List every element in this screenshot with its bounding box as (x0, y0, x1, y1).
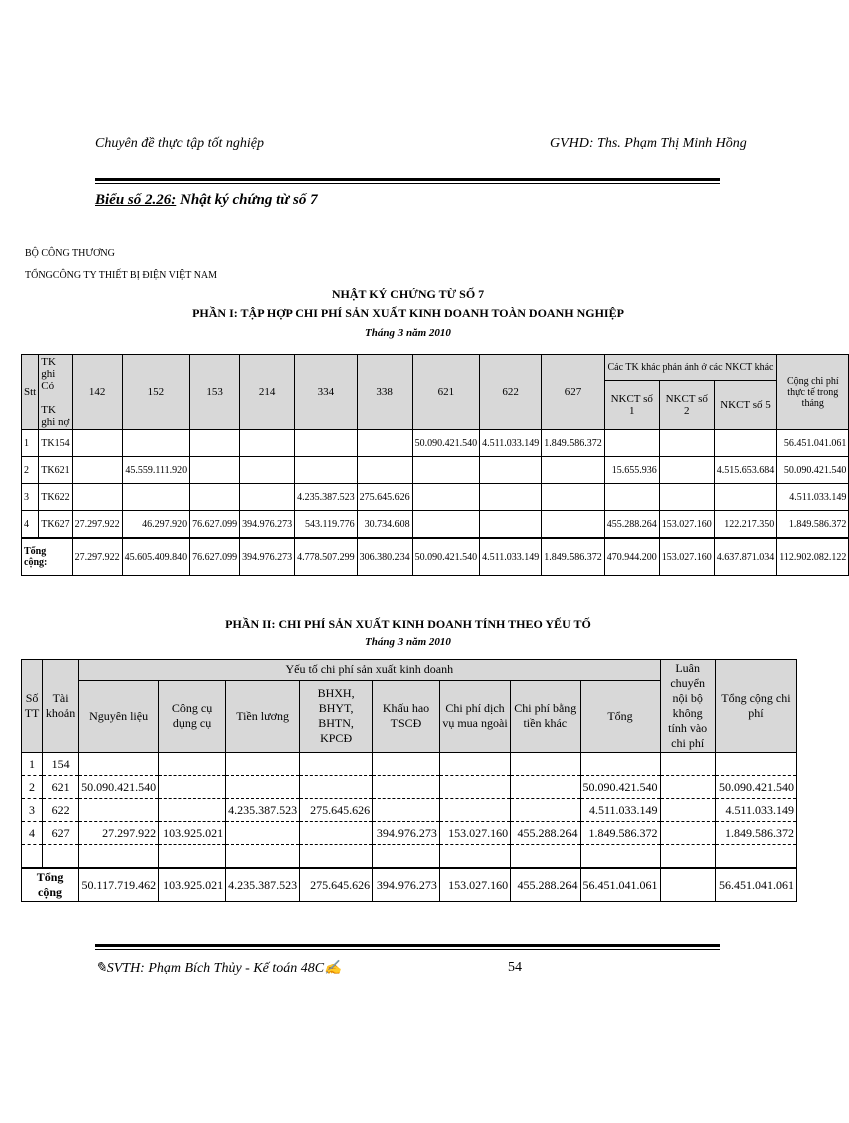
col2-element: Nguyên liệu (79, 680, 159, 752)
table-cell (72, 430, 122, 457)
part1-month: Tháng 3 năm 2010 (365, 327, 451, 339)
table-cell (43, 845, 79, 869)
footer-rule-thin (95, 949, 720, 950)
table-cell: 622 (43, 799, 79, 822)
total-cell (660, 868, 715, 902)
total-cell: 455.288.264 (511, 868, 580, 902)
col-tk-co: TK ghi Có (41, 356, 56, 392)
page-number: 54 (508, 960, 522, 975)
table-cell: 76.627.099 (190, 511, 240, 539)
table-cell (412, 484, 480, 511)
table-cell: 2 (22, 457, 39, 484)
table-cell (439, 753, 510, 776)
table-cell: 56.451.041.061 (777, 430, 849, 457)
col-621: 621 (412, 355, 480, 430)
table-cell (240, 430, 295, 457)
table-cell (159, 799, 226, 822)
total-cell: 4.235.387.523 (226, 868, 300, 902)
table-cell (226, 776, 300, 799)
table-cell: 1 (22, 753, 43, 776)
table-cell (159, 776, 226, 799)
table-cell: 543.119.776 (295, 511, 358, 539)
table-cell: 153.027.160 (439, 822, 510, 845)
table-cell (190, 457, 240, 484)
table-cell: 4.511.033.149 (777, 484, 849, 511)
table-cell (79, 845, 159, 869)
table-cell (122, 484, 190, 511)
header-right: GVHD: Ths. Phạm Thị Minh Hồng (550, 136, 747, 151)
table-cell (190, 430, 240, 457)
table-cell (226, 822, 300, 845)
total-cell: 153.027.160 (659, 538, 714, 576)
table-cell: 3 (22, 799, 43, 822)
table-cell (373, 776, 440, 799)
table-cell: 4 (22, 822, 43, 845)
table-cell (373, 845, 440, 869)
table-cell (412, 457, 480, 484)
table-cell: 275.645.626 (300, 799, 373, 822)
table-cell (300, 822, 373, 845)
table-cell: 46.297.920 (122, 511, 190, 539)
total-cell: 470.944.200 (604, 538, 659, 576)
total-row (22, 868, 797, 902)
table-cell: 1.849.586.372 (542, 430, 605, 457)
col-338: 338 (357, 355, 412, 430)
table-row (22, 484, 849, 511)
col-other-nkct: Các TK khác phản ánh ở các NKCT khác (604, 355, 777, 381)
col-142: 142 (72, 355, 122, 430)
table-cell (122, 430, 190, 457)
table-cell: 50.090.421.540 (715, 776, 796, 799)
table-cell (542, 457, 605, 484)
col2-element: Công cụ dụng cụ (159, 680, 226, 752)
table-cell: TK621 (39, 457, 72, 484)
col2-element: Chi phí dịch vụ mua ngoài (439, 680, 510, 752)
header-rule (95, 178, 720, 181)
col-622: 622 (480, 355, 542, 430)
table-cell: 627 (43, 822, 79, 845)
total-cell: 103.925.021 (159, 868, 226, 902)
table-cell (659, 457, 714, 484)
table-cell (659, 484, 714, 511)
table-row (22, 776, 797, 799)
table-row (22, 799, 797, 822)
table-cell: 275.645.626 (357, 484, 412, 511)
table-cell (79, 753, 159, 776)
total-cell: 275.645.626 (300, 868, 373, 902)
table-cell (511, 799, 580, 822)
table-cell: 4.511.033.149 (480, 430, 542, 457)
table-cell: 455.288.264 (604, 511, 659, 539)
table-cell: TK154 (39, 430, 72, 457)
col-153: 153 (190, 355, 240, 430)
col2-element: Chi phí bằng tiền khác (511, 680, 580, 752)
table-cell: 4.511.033.149 (580, 799, 660, 822)
total-cell: 27.297.922 (72, 538, 122, 576)
col2-internal-transfer: Luân chuyển nội bộ không tính vào chi phí (660, 660, 715, 753)
table-cell (660, 845, 715, 869)
table-cell (714, 484, 777, 511)
table-cell: TK622 (39, 484, 72, 511)
col2-element: Khấu hao TSCĐ (373, 680, 440, 752)
table-cell (295, 430, 358, 457)
table-cell (542, 484, 605, 511)
table-cell (295, 457, 358, 484)
journal-table-part2 (21, 659, 797, 902)
table-cell: 154 (43, 753, 79, 776)
table-cell (714, 430, 777, 457)
table-row (22, 845, 797, 869)
table-cell (604, 484, 659, 511)
table-cell (72, 457, 122, 484)
footer-rule (95, 944, 720, 947)
col-tk (39, 355, 72, 430)
total-cell: 306.380.234 (357, 538, 412, 576)
total-cell: 56.451.041.061 (715, 868, 796, 902)
table-cell (226, 753, 300, 776)
col-nkct5: NKCT số 5 (714, 380, 777, 429)
header-left: Chuyên đề thực tập tốt nghiệp (95, 136, 264, 151)
total-cell: 1.849.586.372 (542, 538, 605, 576)
table-cell (511, 776, 580, 799)
col2-element: Tiền lương (226, 680, 300, 752)
table-cell (72, 484, 122, 511)
table-cell (659, 430, 714, 457)
table-cell (660, 776, 715, 799)
table-cell (511, 845, 580, 869)
table-row (22, 822, 797, 845)
table-cell (580, 845, 660, 869)
table-cell (300, 753, 373, 776)
table-cell (159, 753, 226, 776)
table-cell: 4 (22, 511, 39, 539)
total-cell: 45.605.409.840 (122, 538, 190, 576)
col-334: 334 (295, 355, 358, 430)
table-cell (357, 430, 412, 457)
table-cell (22, 845, 43, 869)
footer-student: ✎SVTH: Phạm Bích Thủy - Kế toán 48C✍ (95, 961, 342, 976)
org-ministry: BỘ CÔNG THƯƠNG (25, 248, 115, 259)
part1-title: PHẦN I: TẬP HỢP CHI PHÍ SẢN XUẤT KINH DOANH TOÀN DOANH NGHIỆP (192, 306, 624, 320)
table-cell (373, 753, 440, 776)
table-cell (439, 776, 510, 799)
total-cell: 112.902.082.122 (777, 538, 849, 576)
table-cell (660, 799, 715, 822)
header-rule-thin (95, 183, 720, 184)
table-cell (357, 457, 412, 484)
table-cell: 50.090.421.540 (412, 430, 480, 457)
table-cell (240, 484, 295, 511)
col-nkct1: NKCT số 1 (604, 380, 659, 429)
total-cell: 394.976.273 (240, 538, 295, 576)
table-cell (480, 457, 542, 484)
org-company: TỔNGCÔNG TY THIẾT BỊ ĐIỆN VIỆT NAM (25, 270, 218, 281)
total-label: Tổng cộng (22, 868, 79, 902)
table-cell (300, 845, 373, 869)
col-152: 152 (122, 355, 190, 430)
table-cell: 4.235.387.523 (295, 484, 358, 511)
col-actual-cost: Cộng chi phí thực tế trong tháng (777, 355, 849, 430)
figure-title (95, 192, 318, 209)
table-row (22, 753, 797, 776)
table-cell (159, 845, 226, 869)
table-cell (660, 753, 715, 776)
table-cell: 27.297.922 (79, 822, 159, 845)
figure-name: Nhật ký chứng từ số 7 (176, 192, 318, 208)
table-cell: 122.217.350 (714, 511, 777, 539)
table-cell: 2 (22, 776, 43, 799)
table-cell: 1.849.586.372 (715, 822, 796, 845)
table-cell (412, 511, 480, 539)
total-label: Tổng cộng: (22, 538, 73, 576)
table-cell: 394.976.273 (240, 511, 295, 539)
total-cell: 4.778.507.299 (295, 538, 358, 576)
table-cell: 4.235.387.523 (226, 799, 300, 822)
table-cell: 50.090.421.540 (79, 776, 159, 799)
table-cell (542, 511, 605, 539)
journal-table-part1 (21, 354, 849, 576)
table-cell (79, 799, 159, 822)
table-cell: 394.976.273 (373, 822, 440, 845)
table-cell (715, 845, 796, 869)
table-cell: 50.090.421.540 (777, 457, 849, 484)
table-row (22, 457, 849, 484)
table-row (22, 430, 849, 457)
col2-account: Tài khoản (43, 660, 79, 753)
table-cell (439, 845, 510, 869)
col-627: 627 (542, 355, 605, 430)
table-cell (480, 484, 542, 511)
table-cell: 3 (22, 484, 39, 511)
table-cell: 50.090.421.540 (580, 776, 660, 799)
figure-label: Biểu số 2.26: (95, 192, 177, 208)
doc-title: NHẬT KÝ CHỨNG TỪ SỐ 7 (331, 287, 485, 301)
table-cell: 45.559.111.920 (122, 457, 190, 484)
table-cell (226, 845, 300, 869)
total-row (22, 538, 849, 576)
table-cell: 4.511.033.149 (715, 799, 796, 822)
table-cell (373, 799, 440, 822)
table-cell (604, 430, 659, 457)
table-cell: 621 (43, 776, 79, 799)
table-cell: 1 (22, 430, 39, 457)
total-cell: 50.090.421.540 (412, 538, 480, 576)
table-cell (190, 484, 240, 511)
table-cell: 27.297.922 (72, 511, 122, 539)
table-cell: 153.027.160 (659, 511, 714, 539)
table-cell (660, 822, 715, 845)
table-cell: 30.734.608 (357, 511, 412, 539)
col-tk-no: TK ghi nợ (41, 404, 70, 428)
col2-element: Tổng (580, 680, 660, 752)
table-row (22, 511, 849, 539)
table-cell (580, 753, 660, 776)
col2-cost-elements: Yếu tố chi phí sản xuất kinh doanh (79, 660, 660, 681)
total-cell: 56.451.041.061 (580, 868, 660, 902)
part2-month: Tháng 3 năm 2010 (365, 636, 451, 648)
total-cell: 76.627.099 (190, 538, 240, 576)
col-stt: Stt (22, 355, 39, 430)
col2-element: BHXH, BHYT, BHTN, KPCĐ (300, 680, 373, 752)
part2-title: PHẦN II: CHI PHÍ SẢN XUẤT KINH DOANH TÍNH THEO YẾU TỐ (225, 617, 591, 631)
total-cell: 153.027.160 (439, 868, 510, 902)
table-cell: 15.655.936 (604, 457, 659, 484)
table-cell: 1.849.586.372 (777, 511, 849, 539)
col2-grand-total: Tổng cộng chi phí (715, 660, 796, 753)
table-cell: TK627 (39, 511, 72, 539)
col2-stt: Số TT (22, 660, 43, 753)
total-cell: 4.511.033.149 (480, 538, 542, 576)
total-cell: 394.976.273 (373, 868, 440, 902)
total-cell: 50.117.719.462 (79, 868, 159, 902)
table-cell: 103.925.021 (159, 822, 226, 845)
table-cell (511, 753, 580, 776)
table-cell: 455.288.264 (511, 822, 580, 845)
total-cell: 4.637.871.034 (714, 538, 777, 576)
table-cell (300, 776, 373, 799)
table-cell (715, 753, 796, 776)
table-cell (439, 799, 510, 822)
table-cell: 4.515.653.684 (714, 457, 777, 484)
table-cell: 1.849.586.372 (580, 822, 660, 845)
table-cell (240, 457, 295, 484)
table-cell (480, 511, 542, 539)
col-nkct2: NKCT số 2 (659, 380, 714, 429)
col-214: 214 (240, 355, 295, 430)
